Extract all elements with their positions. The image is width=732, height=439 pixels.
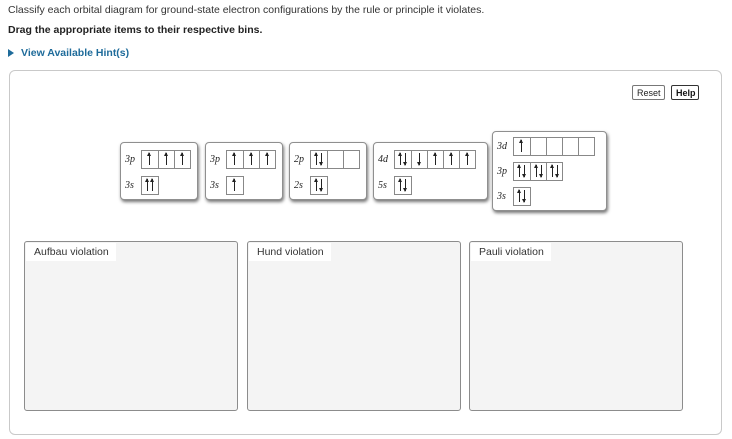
bin-label: Hund violation (249, 243, 331, 261)
arrow-up-icon (152, 179, 153, 191)
arrow-up-icon (451, 153, 452, 165)
orbital-label: 3s (497, 191, 506, 202)
arrow-down-icon (419, 153, 420, 165)
orbital-box (158, 151, 174, 168)
view-hints-label: View Available Hint(s) (21, 47, 130, 59)
arrow-down-icon (405, 179, 406, 191)
orbital-label: 2p (294, 154, 304, 165)
orbital-boxes (394, 176, 412, 195)
orbital-boxes (513, 137, 595, 156)
orbital-box (562, 138, 578, 155)
bin-label: Pauli violation (471, 243, 551, 261)
arrow-up-icon (519, 190, 520, 202)
orbital-diagram-card[interactable] (492, 131, 607, 211)
arrow-up-icon (147, 179, 148, 191)
orbital-row (374, 150, 476, 169)
orbital-row (493, 137, 595, 156)
arrow-down-icon (321, 153, 322, 165)
orbital-box (578, 138, 594, 155)
orbital-row (121, 150, 191, 169)
orbital-row (121, 176, 159, 195)
bin-aufbau[interactable] (24, 241, 238, 411)
orbital-box (459, 151, 475, 168)
orbital-box (395, 151, 411, 168)
arrow-up-icon (149, 153, 150, 165)
orbital-box (174, 151, 190, 168)
arrow-up-icon (267, 153, 268, 165)
orbital-boxes (141, 150, 191, 169)
arrow-down-icon (541, 165, 542, 177)
orbital-boxes (141, 176, 159, 195)
orbital-row (374, 176, 412, 195)
orbital-box (514, 188, 530, 205)
orbital-label: 3p (210, 154, 220, 165)
orbital-label: 5s (378, 180, 387, 191)
orbital-box (243, 151, 259, 168)
orbital-row (290, 150, 360, 169)
reset-button[interactable]: Reset (632, 85, 665, 100)
orbital-box (259, 151, 275, 168)
orbital-box (142, 177, 158, 194)
orbital-label: 2s (294, 180, 303, 191)
arrow-up-icon (521, 140, 522, 152)
orbital-label: 3s (210, 180, 219, 191)
orbital-row (206, 176, 244, 195)
arrow-down-icon (321, 179, 322, 191)
orbital-diagram-card[interactable] (289, 142, 367, 200)
view-hints-link[interactable] (8, 47, 129, 59)
orbital-row (206, 150, 276, 169)
arrow-up-icon (400, 153, 401, 165)
orbital-box (530, 138, 546, 155)
orbital-label: 3p (125, 154, 135, 165)
orbital-row (290, 176, 328, 195)
orbital-row (493, 162, 563, 181)
help-button[interactable]: Help (671, 85, 699, 100)
orbital-box (514, 138, 530, 155)
orbital-diagram-card[interactable] (373, 142, 488, 200)
orbital-boxes (513, 162, 563, 181)
orbital-box (311, 151, 327, 168)
orbital-box (227, 151, 243, 168)
orbital-label: 3d (497, 141, 507, 152)
orbital-box (142, 151, 158, 168)
orbital-box (411, 151, 427, 168)
orbital-box (343, 151, 359, 168)
orbital-box (530, 163, 546, 180)
drag-instruction: Drag the appropriate items to their respective bins. (8, 24, 263, 36)
arrow-up-icon (552, 165, 553, 177)
bin-pauli[interactable] (469, 241, 683, 411)
arrow-up-icon (519, 165, 520, 177)
orbital-box (546, 163, 562, 180)
arrow-up-icon (166, 153, 167, 165)
orbital-label: 3s (125, 180, 134, 191)
orbital-diagram-card[interactable] (120, 142, 198, 200)
arrow-up-icon (435, 153, 436, 165)
orbital-boxes (226, 176, 244, 195)
arrow-up-icon (316, 153, 317, 165)
orbital-boxes (310, 176, 328, 195)
arrow-up-icon (536, 165, 537, 177)
arrow-down-icon (524, 190, 525, 202)
orbital-box (514, 163, 530, 180)
arrow-up-icon (251, 153, 252, 165)
orbital-box (227, 177, 243, 194)
instructions: Classify each orbital diagram for ground-state electron configurations by the rule or principle it violates. (8, 4, 485, 16)
orbital-boxes (226, 150, 276, 169)
bin-hund[interactable] (247, 241, 461, 411)
orbital-boxes (310, 150, 360, 169)
arrow-up-icon (182, 153, 183, 165)
orbital-label: 3p (497, 166, 507, 177)
orbital-box (427, 151, 443, 168)
arrow-down-icon (524, 165, 525, 177)
arrow-down-icon (557, 165, 558, 177)
arrow-down-icon (405, 153, 406, 165)
arrow-up-icon (467, 153, 468, 165)
orbital-box (443, 151, 459, 168)
orbital-diagram-card[interactable] (205, 142, 283, 200)
arrow-up-icon (316, 179, 317, 191)
orbital-box (327, 151, 343, 168)
arrow-up-icon (400, 179, 401, 191)
orbital-boxes (513, 187, 531, 206)
orbital-label: 4d (378, 154, 388, 165)
orbital-row (493, 187, 531, 206)
orbital-box (395, 177, 411, 194)
bin-label: Aufbau violation (26, 243, 116, 261)
expand-triangle-icon (8, 49, 14, 57)
orbital-box (546, 138, 562, 155)
orbital-boxes (394, 150, 476, 169)
arrow-up-icon (234, 179, 235, 191)
arrow-up-icon (234, 153, 235, 165)
orbital-box (311, 177, 327, 194)
